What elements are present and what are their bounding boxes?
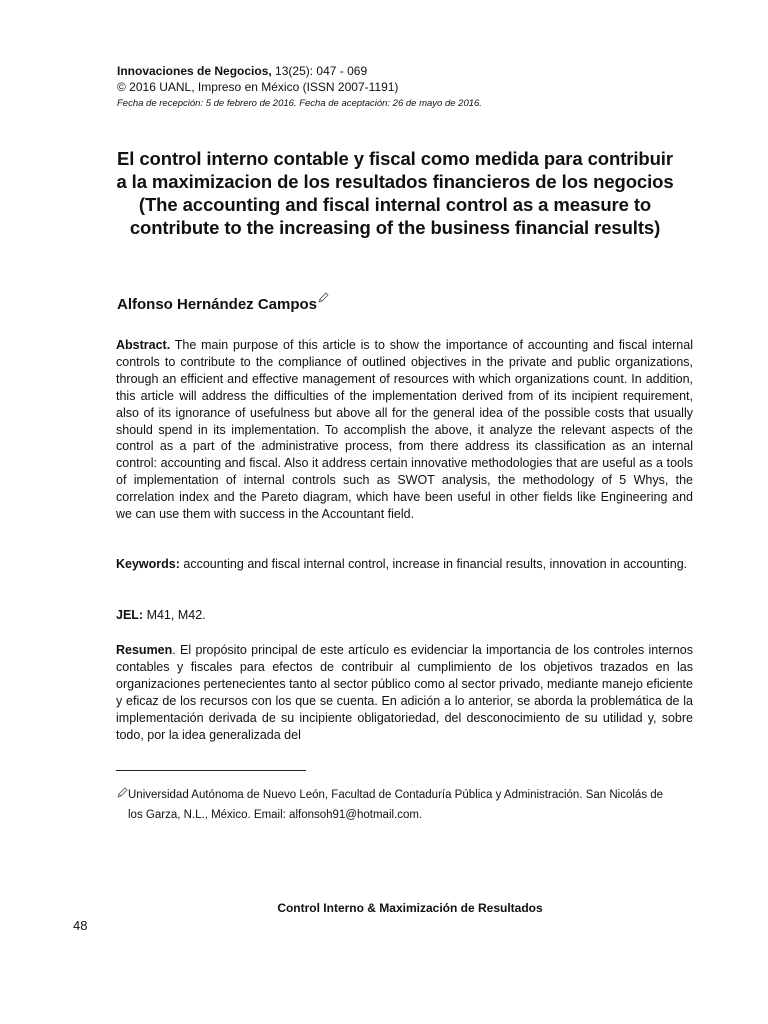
journal-issue: 13(25): 047 - 069	[271, 64, 368, 78]
jel-codes: M41, M42.	[143, 608, 206, 622]
footnote-email-line: los Garza, N.L., México. Email: alfonsoh91@hotmail.com.	[128, 809, 423, 821]
resumen-text: . El propósito principal de este artículo es evidenciar la importancia de los controles internos contables y fiscales para efectos de contribuir al cumplimiento de los objetivos trazados en las organizaciones pertenecientes tanto al sector público como al sector privado, mediante manejo eficiente y eficaz de los recursos con los que se cuenta. En adición a lo anterior, se aborda la problemática de la implementación derivada de su incipiente obligatoriedad, del desconocimiento de su utilidad y, sobre todo, por la idea generalizada del	[116, 643, 693, 742]
footnote-divider	[116, 770, 306, 771]
footnote	[116, 785, 696, 825]
running-footer: Control Interno & Maximización de Resultados	[277, 901, 543, 915]
keywords-paragraph	[116, 556, 693, 573]
jel-paragraph	[116, 607, 693, 624]
footnote-affiliation: Universidad Autónoma de Nuevo León, Facultad de Contaduría Pública y Administración. San Nicolás de	[128, 789, 664, 801]
abstract-label: Abstract.	[116, 338, 171, 352]
copyright-line: © 2016 UANL, Impreso en México (ISSN 2007-1191)	[117, 80, 399, 94]
title-spanish: El control interno contable y fiscal como medida para contribuir a la maximizacion de los resultados financieros de los negocios	[116, 148, 674, 192]
keywords-text: accounting and fiscal internal control, increase in financial results, innovation in accounting.	[179, 557, 688, 571]
author-name: Alfonso Hernández Campos	[117, 296, 318, 313]
page-number: 48	[73, 918, 88, 933]
journal-name: Innovaciones de Negocios,	[117, 64, 272, 78]
title-english: (The accounting and fiscal internal control as a measure to contribute to the increasing of the business financial results)	[129, 194, 661, 238]
abstract-text: The main purpose of this article is to show the importance of accounting and fiscal internal controls to contribute to the compliance of outlined objectives in the private and public organizations, through an efficient and effective management of resources with which organizations count. In addition, this article will address the difficulties of the implementation derived from of its incipient requirement, also of its ignorance of usefulness but above all for the general idea of the possible costs that usually should spend in its implementation. To accomplish the above, it analyze the relevant aspects of the control as a part of the administrative process, from there address its classification as an internal control: accounting and fiscal. Also it address certain innovative methodologies that are useful as a tools of implementation of internal controls such as SWOT analysis, the methodology of 5 Whys, the correlation index and the Pareto diagram, which have been useful in other fields like Engineering and we can use them with success in the Accountant field.	[116, 338, 693, 522]
author-line	[117, 290, 329, 313]
keywords-label: Keywords:	[116, 557, 180, 571]
journal-citation	[117, 63, 367, 79]
resumen-label: Resumen	[116, 643, 173, 657]
jel-label: JEL:	[116, 608, 144, 622]
article-title	[110, 147, 680, 239]
pencil-icon	[318, 290, 329, 307]
abstract-paragraph	[116, 337, 693, 523]
resumen-paragraph	[116, 642, 693, 743]
footnote-pencil-icon	[117, 785, 128, 805]
received-accepted-dates: Fecha de recepción: 5 de febrero de 2016. Fecha de aceptación: 26 de mayo de 2016.	[117, 98, 482, 109]
